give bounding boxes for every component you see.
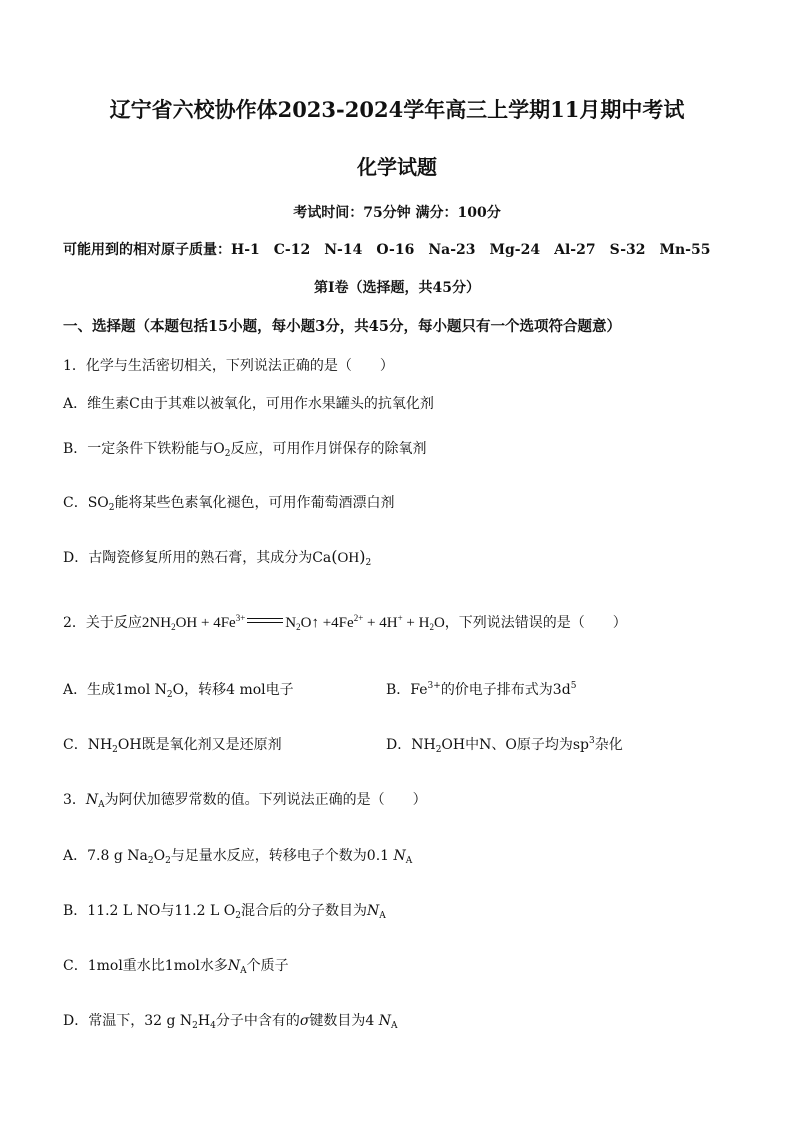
q2-equation: $2NH_2OH + 4Fe^{3+}$ $N_2O↑ +4Fe^{2+} + 4H^+ + H_2O$ [141,613,445,632]
atomic-mass-item: O-16 [376,242,415,258]
atomic-mass-label: 可能用到的相对原子质量： [63,242,231,258]
q1-option-b: B．一定条件下铁粉能与$O_2$反应，可用作月饼保存的除氧剂 [63,441,427,459]
q3-stem: 3．$N_A$为阿伏加德罗常数的值。下列说法正确的是（ ） [63,792,427,810]
atomic-mass-list [63,239,710,259]
atomic-mass-item: S-32 [609,242,646,258]
q3-option-b: B．11.2 L NO与11.2 L $O_2$混合后的分子数目为$N_A$ [63,903,386,921]
atomic-mass-item: Na-23 [428,242,476,258]
atomic-mass-item: C-12 [273,242,311,258]
atomic-mass-item: H-1 [231,242,260,258]
q1-option-d: D．古陶瓷修复所用的熟石膏，其成分为$Ca(OH)_2$ [63,547,372,568]
atomic-mass-item: Mn-55 [659,242,711,258]
atomic-mass-item: N-14 [324,242,363,258]
q3-option-c: C．1mol重水比1mol水多$N_A$个质子 [63,958,289,976]
exam-title: 辽宁省六校协作体2023-2024学年高三上学期11月期中考试 [109,97,685,122]
q2-stem: 2．关于反应$2NH_2OH + 4Fe^{3+}$ $N_2O↑ +4Fe^{2+} + 4H^+ + H_2O$，下列说法错误的是（ ） [63,613,627,632]
q1-stem: 1．化学与生活密切相关，下列说法正确的是（ ） [63,358,394,374]
section-heading: 一、选择题（本题包括15小题，每小题3分，共45分，每小题只有一个选项符合题意） [63,318,621,335]
q3-option-a: A．7.8 g $Na_2O_2$与足量水反应，转移电子个数为0.1 $N_A$ [63,848,413,866]
exam-info: 考试时间：75分钟 满分：100分 [293,205,501,221]
subject-title: 化学试题 [357,155,437,179]
equals-sign [247,618,283,623]
q2-option-c: C．$NH_2OH$既是氧化剂又是还原剂 [63,737,282,755]
q2-option-b: B．$Fe^{3+}$的价电子排布式为$3d^5$ [386,681,577,698]
q3-option-d: D．常温下，32 g $N_2H_4$分子中含有的σ键数目为4 $N_A$ [63,1013,398,1031]
volume-title: 第Ⅰ卷（选择题，共45分） [313,280,481,296]
q1-option-c: C．$SO_2$能将某些色素氧化褪色，可用作葡萄酒漂白剂 [63,495,395,513]
q1-option-a: A．维生素C由于其难以被氧化，可用作水果罐头的抗氧化剂 [63,396,434,412]
atomic-mass-item: Mg-24 [489,242,541,258]
atomic-mass-item: Al-27 [554,242,596,258]
q2-option-d: D．$NH_2OH$中N、O原子均为$sp^3$杂化 [386,736,623,755]
q2-option-a: A．生成1mol $N_2O$，转移4 mol电子 [63,682,294,700]
